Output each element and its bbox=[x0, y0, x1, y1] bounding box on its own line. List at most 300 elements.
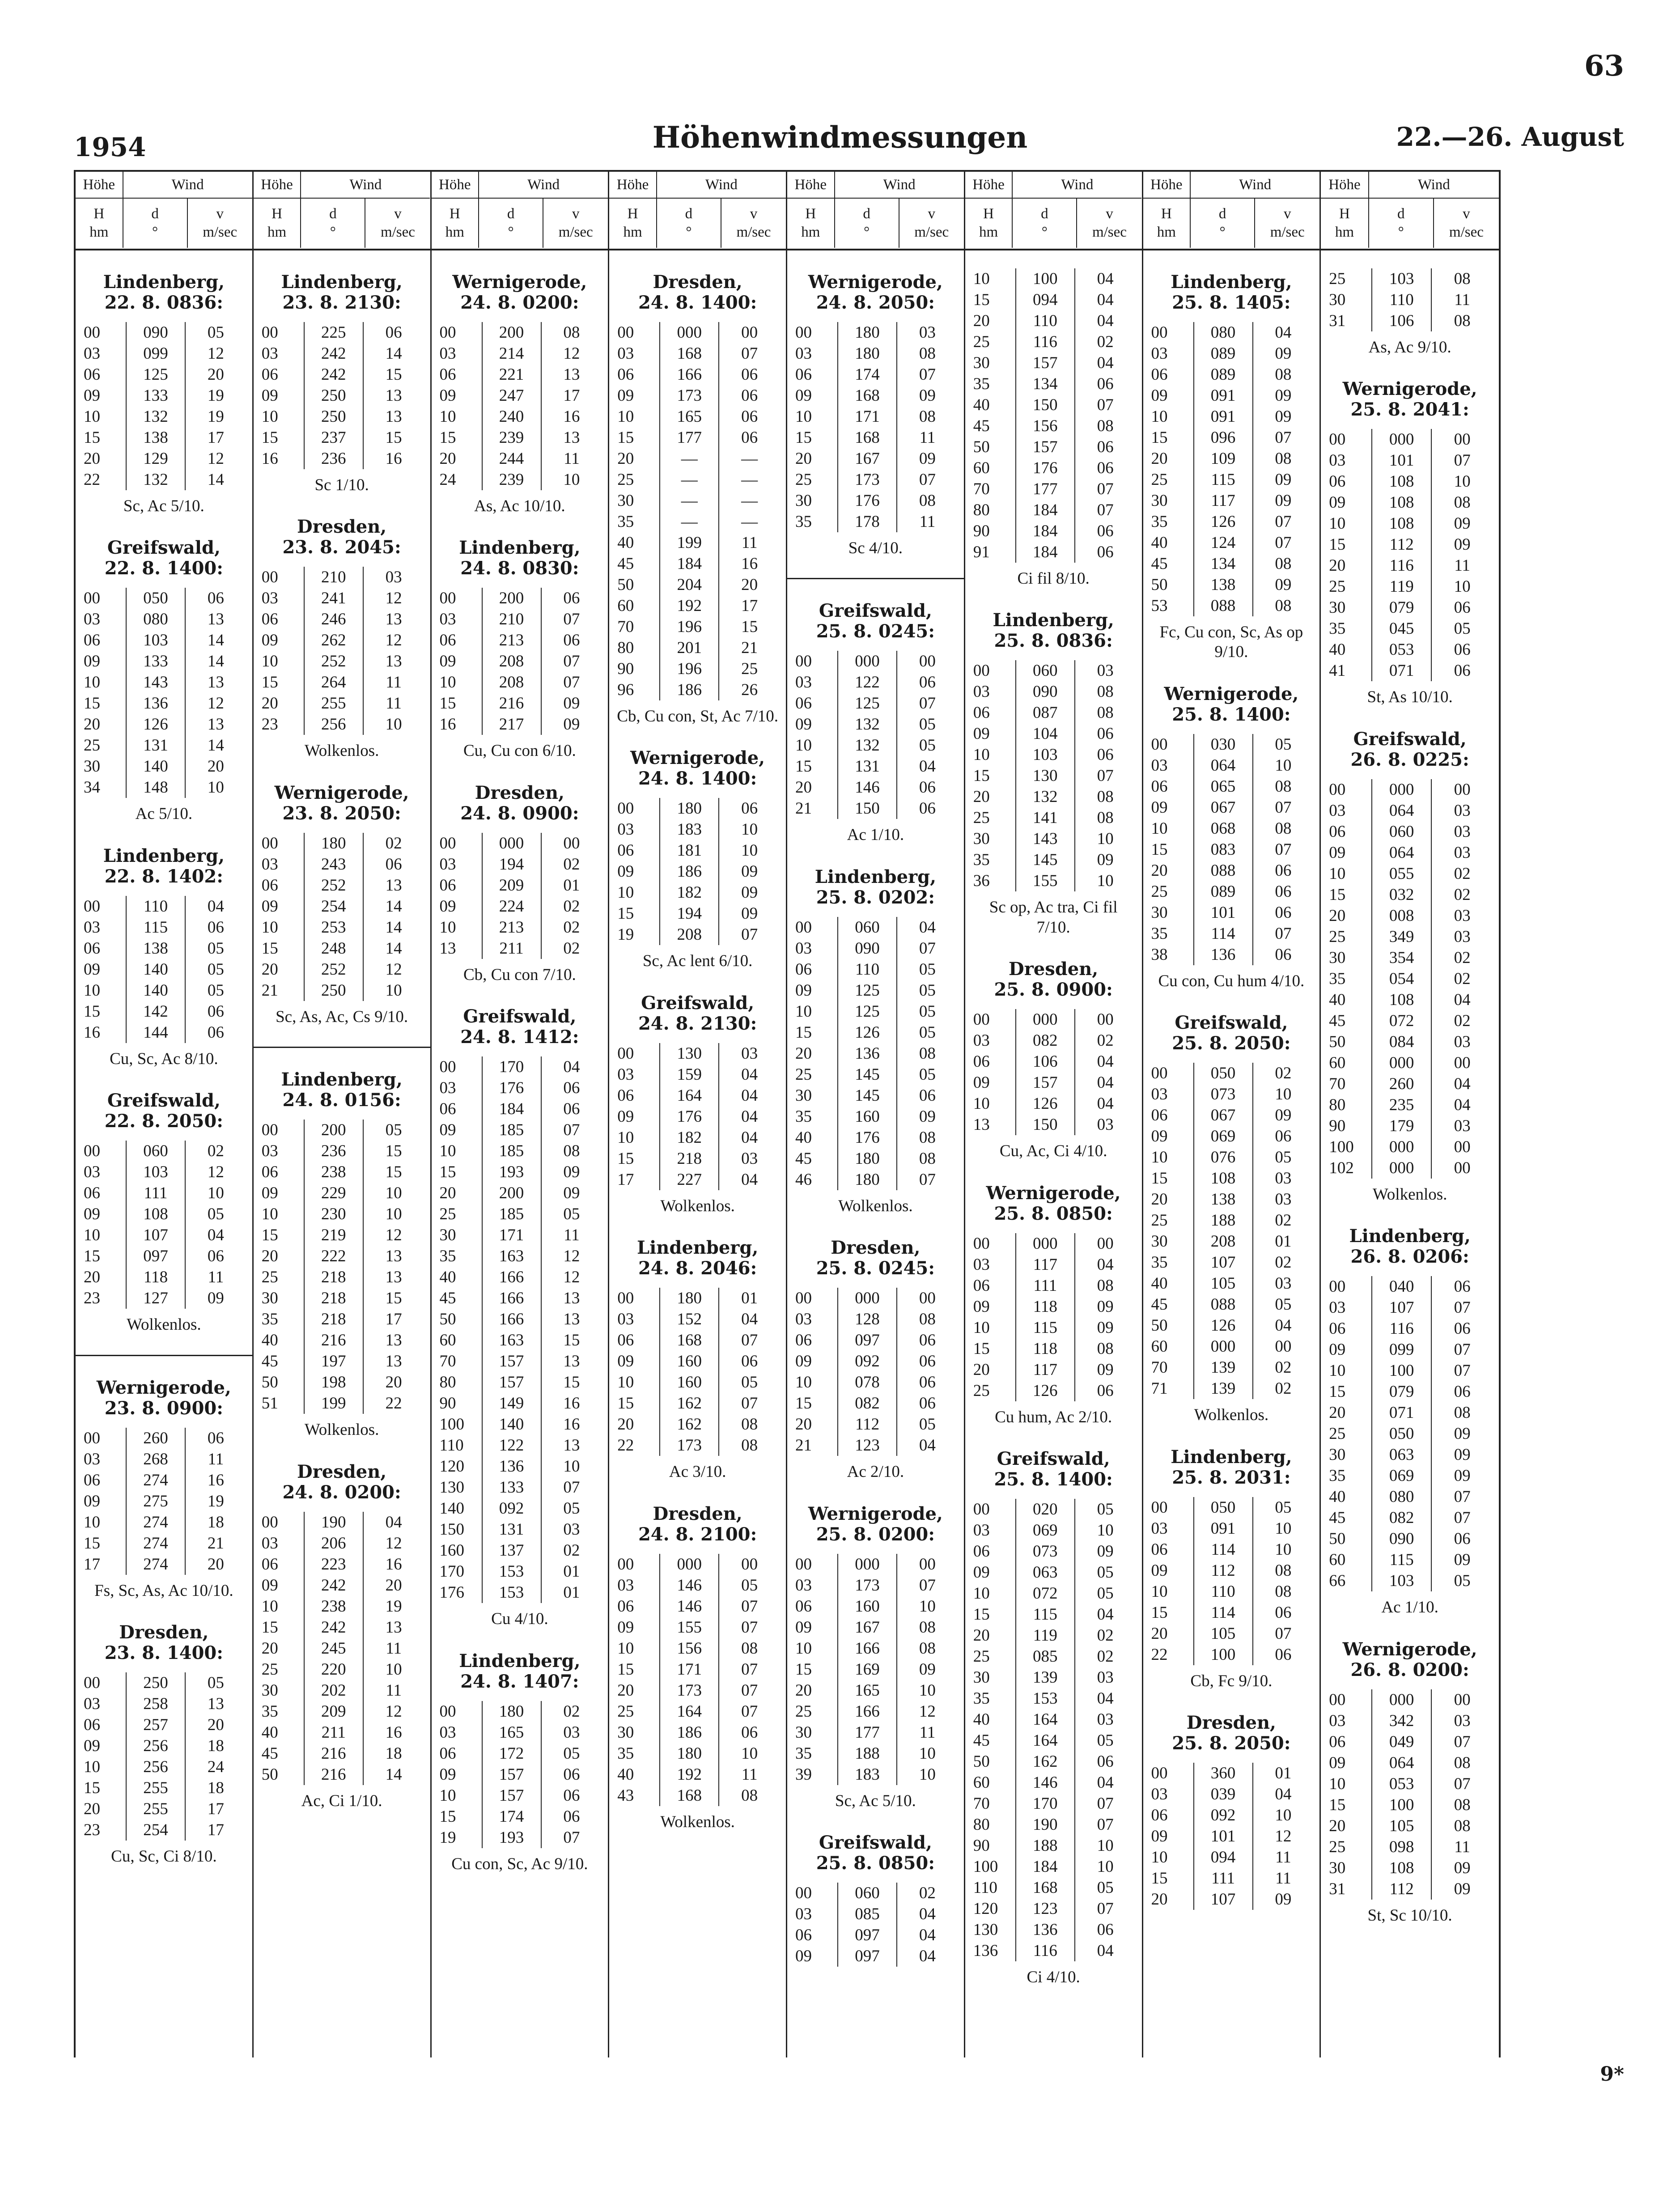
height-cell: 25 bbox=[1151, 882, 1168, 901]
height-cell: 16 bbox=[84, 1023, 100, 1042]
speed-cell: 16 bbox=[563, 1415, 580, 1434]
height-cell: 40 bbox=[261, 1331, 278, 1350]
speed-cell: 07 bbox=[741, 1597, 758, 1616]
height-cell: 25 bbox=[439, 1205, 456, 1224]
height-cell: 35 bbox=[795, 513, 812, 531]
table-row bbox=[1327, 639, 1493, 660]
table-row bbox=[82, 1820, 246, 1841]
table-row bbox=[793, 343, 958, 364]
table-row bbox=[615, 490, 780, 511]
height-cell: 22 bbox=[617, 1436, 634, 1455]
direction-cell: 171 bbox=[660, 1659, 719, 1680]
height-cell: 00 bbox=[1151, 323, 1168, 342]
direction-cell: 115 bbox=[1016, 1317, 1075, 1338]
height-cell: 00 bbox=[795, 1555, 812, 1574]
direction-cell: 103 bbox=[1372, 268, 1431, 289]
table-row bbox=[82, 1491, 246, 1512]
direction-cell: 090 bbox=[126, 322, 185, 343]
speed-cell: 07 bbox=[1097, 1899, 1114, 1918]
speed-cell: 03 bbox=[1454, 906, 1471, 925]
height-cell: 40 bbox=[973, 1710, 990, 1729]
height-cell: 15 bbox=[617, 428, 634, 447]
table-row bbox=[972, 1499, 1136, 1520]
table-row bbox=[260, 1351, 424, 1372]
table-row bbox=[793, 1596, 958, 1617]
speed-cell: 19 bbox=[207, 407, 224, 426]
height-cell: 20 bbox=[617, 1415, 634, 1434]
table-row bbox=[1150, 1315, 1314, 1336]
table-row bbox=[615, 574, 780, 595]
direction-cell: 246 bbox=[304, 609, 363, 630]
direction-cell: 126 bbox=[1194, 1315, 1253, 1336]
direction-cell: 140 bbox=[126, 959, 185, 980]
direction-cell: 071 bbox=[1372, 660, 1431, 681]
direction-cell: 166 bbox=[838, 1701, 897, 1722]
speed-cell: 03 bbox=[919, 323, 936, 342]
speed-cell: 10 bbox=[1097, 872, 1114, 891]
station-block bbox=[438, 1006, 602, 1629]
speed-cell: 01 bbox=[563, 876, 580, 895]
speed-cell: 13 bbox=[385, 1618, 402, 1637]
speed-cell: 03 bbox=[385, 568, 402, 587]
wind-table bbox=[260, 1512, 424, 1785]
speed-cell: 04 bbox=[1097, 1773, 1114, 1792]
direction-cell: 217 bbox=[482, 714, 541, 735]
direction-cell: 103 bbox=[1016, 744, 1075, 765]
height-cell: 10 bbox=[84, 1757, 100, 1776]
speed-cell: 06 bbox=[919, 1331, 936, 1350]
height-cell: 80 bbox=[617, 639, 634, 657]
height-cell: 09 bbox=[261, 897, 278, 916]
table-row bbox=[615, 637, 780, 658]
direction-cell: 180 bbox=[660, 1743, 719, 1764]
height-cell: 38 bbox=[1151, 945, 1168, 964]
header-h-hm bbox=[76, 199, 123, 248]
table-row bbox=[1150, 1336, 1314, 1357]
table-row bbox=[1150, 511, 1314, 532]
speed-cell: 07 bbox=[919, 1576, 936, 1595]
speed-cell: 14 bbox=[385, 1765, 402, 1784]
height-cell: 06 bbox=[84, 1184, 100, 1203]
direction-cell: — bbox=[660, 490, 719, 511]
table-row bbox=[1327, 1073, 1493, 1094]
direction-cell: 222 bbox=[304, 1246, 363, 1267]
height-cell: 45 bbox=[795, 1149, 812, 1168]
direction-cell: 101 bbox=[1194, 902, 1253, 923]
direction-cell: 099 bbox=[126, 343, 185, 364]
direction-cell: 140 bbox=[482, 1414, 541, 1435]
height-cell: 03 bbox=[1329, 1711, 1346, 1730]
direction-cell: 115 bbox=[1194, 469, 1253, 490]
wind-table bbox=[972, 1499, 1136, 1961]
speed-cell: 08 bbox=[919, 1149, 936, 1168]
height-cell: 60 bbox=[973, 459, 990, 477]
table-row bbox=[1150, 944, 1314, 965]
cloud-note: Sc, Ac lent 6/10. bbox=[642, 952, 753, 971]
table-row bbox=[438, 1372, 602, 1393]
table-row bbox=[438, 1288, 602, 1309]
speed-cell: 14 bbox=[207, 652, 224, 671]
speed-cell: 13 bbox=[385, 610, 402, 629]
direction-cell: 208 bbox=[482, 651, 541, 672]
direction-cell: 163 bbox=[482, 1330, 541, 1351]
speed-cell: 06 bbox=[1454, 1277, 1471, 1296]
station-name: Wernigerode, bbox=[96, 1377, 231, 1398]
table-row bbox=[260, 630, 424, 651]
table-row bbox=[438, 1519, 602, 1540]
direction-cell: 138 bbox=[126, 938, 185, 959]
direction-cell: 200 bbox=[482, 322, 541, 343]
height-cell: 00 bbox=[439, 834, 456, 853]
direction-cell: 129 bbox=[126, 448, 185, 469]
table-row bbox=[615, 1659, 780, 1680]
table-row bbox=[615, 1617, 780, 1638]
height-cell: 35 bbox=[973, 1689, 990, 1708]
direction-cell: 100 bbox=[1372, 1360, 1431, 1381]
speed-cell: 09 bbox=[1454, 1551, 1471, 1569]
height-cell: 25 bbox=[795, 1065, 812, 1084]
height-cell: 15 bbox=[973, 1339, 990, 1358]
height-cell: 51 bbox=[261, 1394, 278, 1413]
speed-cell: 13 bbox=[385, 652, 402, 671]
station-heading bbox=[1327, 729, 1493, 770]
speed-cell: 07 bbox=[741, 1660, 758, 1679]
height-cell: 70 bbox=[1151, 1358, 1168, 1377]
direction-cell: 164 bbox=[660, 1085, 719, 1106]
speed-cell: 12 bbox=[385, 1226, 402, 1245]
height-cell: 10 bbox=[261, 918, 278, 937]
height-cell: 102 bbox=[1329, 1158, 1354, 1177]
table-row bbox=[615, 1414, 780, 1435]
speed-cell: 09 bbox=[1454, 514, 1471, 533]
station-block bbox=[615, 748, 780, 971]
speed-cell: 03 bbox=[1275, 1169, 1292, 1188]
column-header bbox=[254, 172, 430, 250]
table-row bbox=[615, 1288, 780, 1309]
direction-cell: 110 bbox=[838, 959, 897, 980]
direction-cell: 049 bbox=[1372, 1731, 1431, 1752]
speed-cell: 05 bbox=[919, 1023, 936, 1042]
header-wind: Wind bbox=[479, 172, 608, 199]
station-heading bbox=[260, 1069, 424, 1111]
speed-cell: 05 bbox=[919, 1415, 936, 1434]
table-row bbox=[1327, 1486, 1493, 1507]
table-row bbox=[82, 1162, 246, 1183]
direction-cell: 155 bbox=[660, 1617, 719, 1638]
speed-cell: 05 bbox=[1275, 1148, 1292, 1167]
direction-cell: — bbox=[660, 448, 719, 469]
table-row bbox=[1327, 1815, 1493, 1837]
station-heading bbox=[1150, 272, 1314, 313]
speed-cell: 08 bbox=[1275, 1582, 1292, 1601]
speed-cell: 06 bbox=[741, 799, 758, 818]
header-h: H bbox=[627, 205, 638, 222]
direction-cell: 148 bbox=[126, 777, 185, 798]
height-cell: 20 bbox=[617, 1681, 634, 1700]
speed-cell: 07 bbox=[1275, 513, 1292, 531]
table-row bbox=[615, 1554, 780, 1575]
direction-cell: 117 bbox=[1016, 1359, 1075, 1380]
speed-cell: 06 bbox=[207, 1429, 224, 1447]
height-cell: 53 bbox=[1151, 597, 1168, 615]
direction-cell: 256 bbox=[126, 1756, 185, 1777]
direction-cell: 235 bbox=[1372, 1094, 1431, 1116]
speed-cell: 13 bbox=[207, 715, 224, 734]
direction-cell: 124 bbox=[1194, 532, 1253, 553]
cloud-note: Cu, Sc, Ci 8/10. bbox=[111, 1847, 217, 1866]
height-cell: 30 bbox=[1329, 1446, 1346, 1464]
height-cell: 80 bbox=[439, 1373, 456, 1392]
table-row bbox=[615, 1638, 780, 1659]
direction-cell: 223 bbox=[304, 1554, 363, 1575]
height-cell: 15 bbox=[84, 694, 100, 713]
speed-cell: 12 bbox=[385, 631, 402, 650]
station-date: 26. 8. 0206: bbox=[1350, 1246, 1469, 1268]
station-date: 25. 8. 0900: bbox=[994, 979, 1113, 1001]
height-cell: 96 bbox=[617, 681, 634, 699]
height-cell: 25 bbox=[84, 736, 100, 755]
height-cell: 09 bbox=[84, 1205, 100, 1224]
table-row bbox=[438, 875, 602, 896]
direction-cell: 079 bbox=[1372, 1381, 1431, 1402]
cloud-note: Sc op, Ac tra, Ci fil 7/10. bbox=[989, 898, 1118, 937]
speed-cell: 18 bbox=[207, 1736, 224, 1755]
direction-cell: 125 bbox=[838, 693, 897, 714]
direction-cell: 180 bbox=[660, 798, 719, 819]
speed-cell: 06 bbox=[1097, 375, 1114, 393]
table-row bbox=[972, 1114, 1136, 1135]
table-row bbox=[1327, 1731, 1493, 1752]
speed-cell: 08 bbox=[1097, 417, 1114, 435]
direction-cell: 157 bbox=[482, 1764, 541, 1785]
cloud-note: Ci fil 8/10. bbox=[1017, 569, 1090, 588]
direction-cell: 098 bbox=[1372, 1837, 1431, 1858]
direction-cell: 146 bbox=[660, 1575, 719, 1596]
table-row bbox=[972, 660, 1136, 681]
height-cell: 130 bbox=[439, 1478, 464, 1497]
height-cell: 120 bbox=[439, 1457, 464, 1476]
station-name: Wernigerode, bbox=[808, 271, 943, 293]
table-row bbox=[82, 630, 246, 651]
table-row bbox=[793, 406, 958, 427]
table-row bbox=[615, 1127, 780, 1148]
direction-cell: 108 bbox=[1372, 492, 1431, 513]
height-cell: 03 bbox=[261, 344, 278, 363]
table-row bbox=[82, 756, 246, 777]
table-row bbox=[793, 490, 958, 511]
table-row bbox=[1327, 1837, 1493, 1858]
speed-cell: 17 bbox=[207, 1799, 224, 1818]
height-cell: 60 bbox=[1329, 1551, 1346, 1569]
cloud-note: Wolkenlos. bbox=[1372, 1185, 1447, 1204]
height-cell: 06 bbox=[973, 704, 990, 722]
height-cell: 06 bbox=[617, 365, 634, 384]
speed-cell: 02 bbox=[207, 1142, 224, 1161]
speed-cell: 05 bbox=[1097, 1584, 1114, 1603]
direction-cell: 138 bbox=[1194, 1189, 1253, 1210]
speed-cell: 11 bbox=[919, 428, 936, 447]
height-cell: 45 bbox=[1151, 555, 1168, 573]
speed-cell: 11 bbox=[1454, 556, 1470, 575]
table-row bbox=[615, 469, 780, 490]
table-row bbox=[260, 959, 424, 980]
height-cell: 03 bbox=[795, 1576, 812, 1595]
direction-cell: 260 bbox=[126, 1428, 185, 1449]
header-msec: m/sec bbox=[914, 224, 949, 240]
header-d-deg bbox=[835, 199, 899, 248]
table-row bbox=[1150, 1539, 1314, 1560]
table-row bbox=[438, 1743, 602, 1764]
table-row bbox=[972, 1380, 1136, 1401]
station-heading bbox=[972, 610, 1136, 651]
station-heading bbox=[438, 1006, 602, 1048]
table-row bbox=[615, 1309, 780, 1330]
direction-cell: 182 bbox=[660, 1127, 719, 1148]
direction-cell: 180 bbox=[838, 322, 897, 343]
speed-cell: 04 bbox=[919, 757, 936, 776]
speed-cell: 10 bbox=[385, 981, 402, 1000]
speed-cell: 08 bbox=[563, 323, 580, 342]
measurement-grid bbox=[74, 170, 1501, 2057]
height-cell: 09 bbox=[795, 1618, 812, 1637]
table-row bbox=[793, 427, 958, 448]
direction-cell: 101 bbox=[1372, 450, 1431, 471]
speed-cell: 03 bbox=[1454, 1711, 1471, 1730]
station-block bbox=[793, 1504, 958, 1811]
height-cell: 60 bbox=[439, 1331, 456, 1350]
station-block bbox=[972, 1449, 1136, 1987]
speed-cell: 10 bbox=[1275, 1519, 1292, 1538]
table-row bbox=[615, 1701, 780, 1722]
column-6 bbox=[965, 172, 1143, 2057]
table-row bbox=[1327, 471, 1493, 492]
station-date: 24. 8. 1412: bbox=[460, 1027, 579, 1048]
wind-table bbox=[615, 322, 780, 700]
height-cell: 15 bbox=[1329, 1383, 1346, 1401]
table-row bbox=[260, 651, 424, 672]
table-row bbox=[972, 1835, 1136, 1856]
height-cell: 50 bbox=[1329, 1530, 1346, 1548]
station-block bbox=[1327, 268, 1493, 357]
speed-cell: 10 bbox=[385, 1184, 402, 1203]
speed-cell: 06 bbox=[919, 1394, 936, 1413]
speed-cell: 09 bbox=[741, 904, 758, 923]
direction-cell: 157 bbox=[1016, 437, 1075, 458]
direction-cell: 167 bbox=[838, 1617, 897, 1638]
table-row bbox=[793, 1946, 958, 1967]
direction-cell: 060 bbox=[1016, 660, 1075, 681]
speed-cell: 00 bbox=[1454, 430, 1471, 449]
speed-cell: 13 bbox=[385, 407, 402, 426]
speed-cell: 09 bbox=[1097, 1542, 1114, 1561]
speed-cell: 07 bbox=[1275, 1624, 1292, 1643]
table-row bbox=[793, 1638, 958, 1659]
height-cell: 40 bbox=[1329, 641, 1346, 659]
station-date: 24. 8. 0156: bbox=[282, 1090, 401, 1111]
speed-cell: 13 bbox=[207, 610, 224, 629]
table-row bbox=[260, 1743, 424, 1764]
header-h-hm bbox=[1321, 199, 1369, 248]
height-cell: 25 bbox=[973, 1647, 990, 1666]
table-row bbox=[438, 427, 602, 448]
table-row bbox=[1327, 779, 1493, 800]
speed-cell: 00 bbox=[919, 1289, 936, 1308]
height-cell: 10 bbox=[261, 407, 278, 426]
speed-cell: 05 bbox=[207, 939, 224, 958]
direction-cell: 193 bbox=[482, 1162, 541, 1183]
table-row bbox=[793, 1064, 958, 1085]
table-row bbox=[793, 1701, 958, 1722]
speed-cell: 13 bbox=[385, 1352, 402, 1371]
table-row bbox=[1150, 427, 1314, 448]
direction-cell: 064 bbox=[1372, 842, 1431, 863]
table-row bbox=[972, 500, 1136, 521]
station-date: 23. 8. 2045: bbox=[282, 537, 401, 558]
speed-cell: 08 bbox=[1454, 312, 1471, 330]
speed-cell: 06 bbox=[919, 1086, 936, 1105]
direction-cell: 094 bbox=[1194, 1847, 1253, 1868]
table-row bbox=[615, 322, 780, 343]
speed-cell: 17 bbox=[207, 428, 224, 447]
section-divider bbox=[254, 1047, 430, 1048]
speed-cell: 04 bbox=[1275, 1785, 1292, 1803]
direction-cell: 170 bbox=[1016, 1793, 1075, 1814]
height-cell: 10 bbox=[1329, 1362, 1346, 1380]
direction-cell: 092 bbox=[1194, 1805, 1253, 1826]
direction-cell: 114 bbox=[1194, 1539, 1253, 1560]
wind-table bbox=[1327, 268, 1493, 331]
height-cell: 06 bbox=[261, 1163, 278, 1182]
direction-cell: 145 bbox=[838, 1064, 897, 1085]
direction-cell: 210 bbox=[482, 609, 541, 630]
height-cell: 20 bbox=[261, 1639, 278, 1658]
table-row bbox=[972, 828, 1136, 849]
speed-cell: 07 bbox=[741, 925, 758, 944]
speed-cell: 08 bbox=[1454, 493, 1471, 512]
wind-table bbox=[82, 1428, 246, 1575]
table-row bbox=[82, 364, 246, 385]
column-header bbox=[1321, 172, 1499, 250]
speed-cell: 08 bbox=[919, 492, 936, 510]
direction-cell: 274 bbox=[126, 1533, 185, 1554]
table-row bbox=[972, 394, 1136, 416]
table-row bbox=[1150, 1168, 1314, 1189]
table-row bbox=[260, 1330, 424, 1351]
table-row bbox=[260, 1372, 424, 1393]
direction-cell: 138 bbox=[126, 427, 185, 448]
direction-cell: 198 bbox=[304, 1372, 363, 1393]
header-h: H bbox=[1161, 205, 1172, 222]
direction-cell: 131 bbox=[838, 756, 897, 777]
direction-cell: 122 bbox=[482, 1435, 541, 1456]
table-row bbox=[1327, 1752, 1493, 1773]
table-row bbox=[1327, 555, 1493, 576]
header-h-hm bbox=[254, 199, 301, 248]
speed-cell: 07 bbox=[919, 471, 936, 489]
height-cell: 06 bbox=[617, 1597, 634, 1616]
speed-cell: 05 bbox=[1275, 1295, 1292, 1314]
table-row bbox=[615, 903, 780, 924]
cloud-note: Cu 4/10. bbox=[491, 1610, 548, 1629]
header-h: H bbox=[805, 205, 816, 222]
direction-cell: 000 bbox=[838, 651, 897, 672]
height-cell: 30 bbox=[795, 492, 812, 510]
direction-cell: 185 bbox=[482, 1204, 541, 1225]
table-row bbox=[438, 469, 602, 490]
table-row bbox=[82, 651, 246, 672]
direction-cell: 163 bbox=[482, 1246, 541, 1267]
cloud-note: Wolkenlos. bbox=[127, 1315, 201, 1334]
